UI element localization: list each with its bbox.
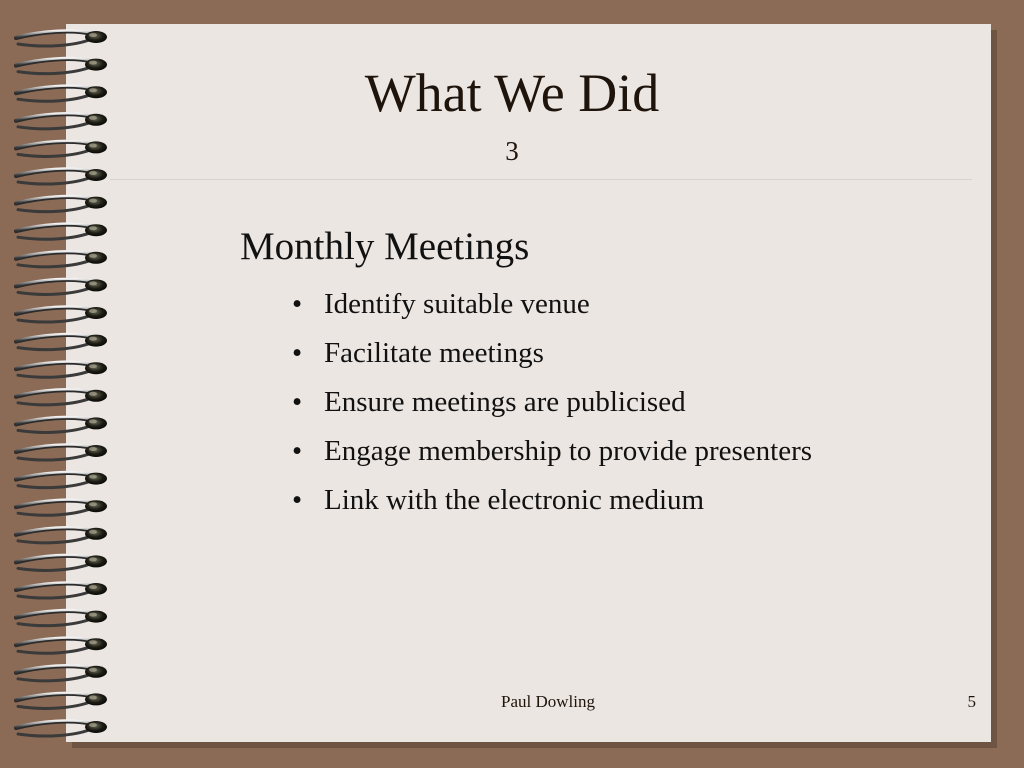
spiral-coil: [16, 720, 107, 736]
spiral-coil: [16, 196, 107, 212]
bullet-item: [292, 427, 812, 476]
bullet-dot: •: [292, 386, 303, 418]
bullet-item: [292, 329, 812, 378]
spiral-coil: [16, 527, 107, 543]
title-divider: [110, 179, 972, 180]
spiral-coil: [16, 472, 107, 488]
page-number: 5: [967, 692, 976, 711]
bullet-text: Ensure meetings are publicised: [324, 386, 686, 418]
bullet-dot: •: [292, 484, 303, 516]
spiral-coil: [16, 665, 107, 681]
bullet-dot: •: [292, 435, 303, 467]
bullet-item: [292, 476, 812, 525]
spiral-coil: [16, 444, 107, 460]
slide-title: What We Did: [364, 63, 660, 123]
spiral-coil: [16, 168, 107, 184]
spiral-coil: [16, 279, 107, 295]
bullet-list: [292, 280, 812, 525]
bullet-text: Identify suitable venue: [324, 288, 590, 320]
bullet-text: Engage membership to provide presenters: [324, 435, 813, 467]
spiral-coil: [16, 555, 107, 571]
bullet-dot: •: [292, 337, 303, 369]
spiral-coil: [16, 610, 107, 626]
spiral-coil: [16, 30, 107, 46]
bullet-text: Link with the electronic medium: [324, 484, 705, 516]
spiral-coil: [16, 224, 107, 240]
bullet-dot: •: [292, 288, 303, 320]
bullet-item: [292, 280, 812, 329]
spiral-coil: [16, 582, 107, 598]
spiral-coil: [16, 417, 107, 433]
bullet-text: Facilitate meetings: [324, 337, 544, 369]
spiral-coil: [16, 251, 107, 267]
footer-author: Paul Dowling: [501, 692, 595, 711]
spiral-coil: [16, 389, 107, 405]
spiral-coil: [16, 362, 107, 378]
slide-subtitle: 3: [505, 136, 519, 166]
bullet-item: [292, 378, 812, 427]
spiral-coil: [16, 638, 107, 654]
spiral-coil: [16, 334, 107, 350]
section-heading: Monthly Meetings: [240, 225, 530, 268]
spiral-coil: [16, 500, 107, 516]
spiral-coil: [16, 306, 107, 322]
